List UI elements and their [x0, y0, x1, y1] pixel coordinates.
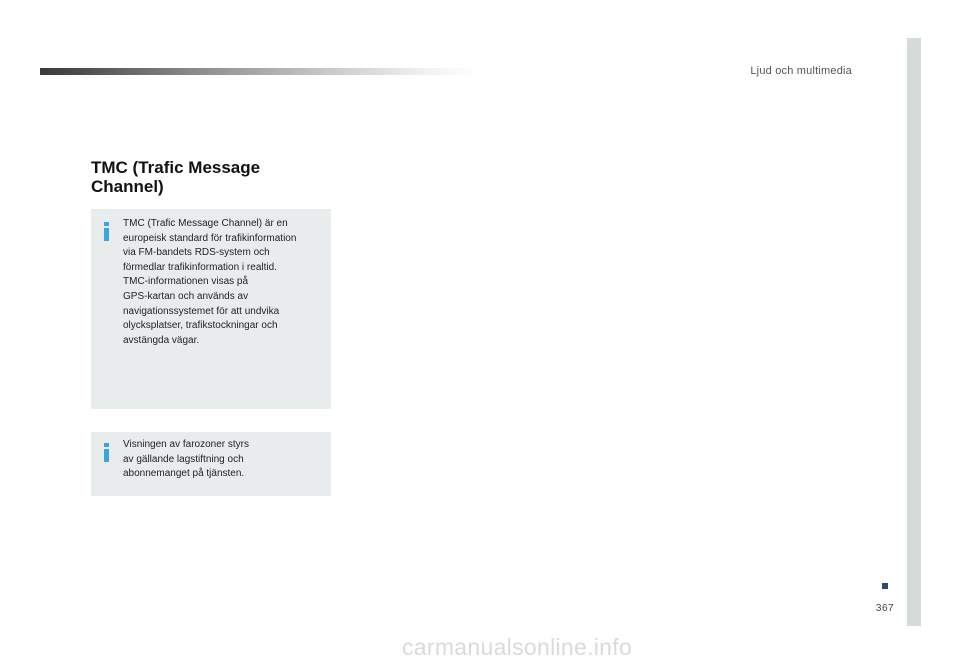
watermark: carmanualsonline.info	[402, 634, 633, 660]
page-marker	[882, 583, 888, 589]
info-box-hazard-zones	[91, 432, 331, 496]
page-heading	[91, 158, 331, 196]
info-box-tmc	[91, 209, 331, 409]
header-gradient-bar	[40, 68, 480, 75]
info-box-text: Visningen av farozoner styrs av gällande lagstiftning och abonnemanget på tjänsten.	[123, 439, 249, 480]
section-title: Ljud och multimedia	[750, 65, 852, 77]
info-icon	[104, 222, 109, 241]
page-number: 367	[875, 603, 895, 614]
page-edge-strip	[907, 38, 921, 626]
page-heading-text: TMC (Trafic Message Channel)	[91, 158, 261, 196]
info-box-text: TMC (Trafic Message Channel) är en europeisk standard för trafikinformation via FM-bandets RDS-system och förmedlar trafikinformation i realtid. TMC-informationen visas på GPS-kartan och används av navigationssystemet för att undvika olycksplatser, trafikstockningar och avstängda vägar.	[123, 218, 297, 346]
info-icon	[104, 443, 109, 462]
